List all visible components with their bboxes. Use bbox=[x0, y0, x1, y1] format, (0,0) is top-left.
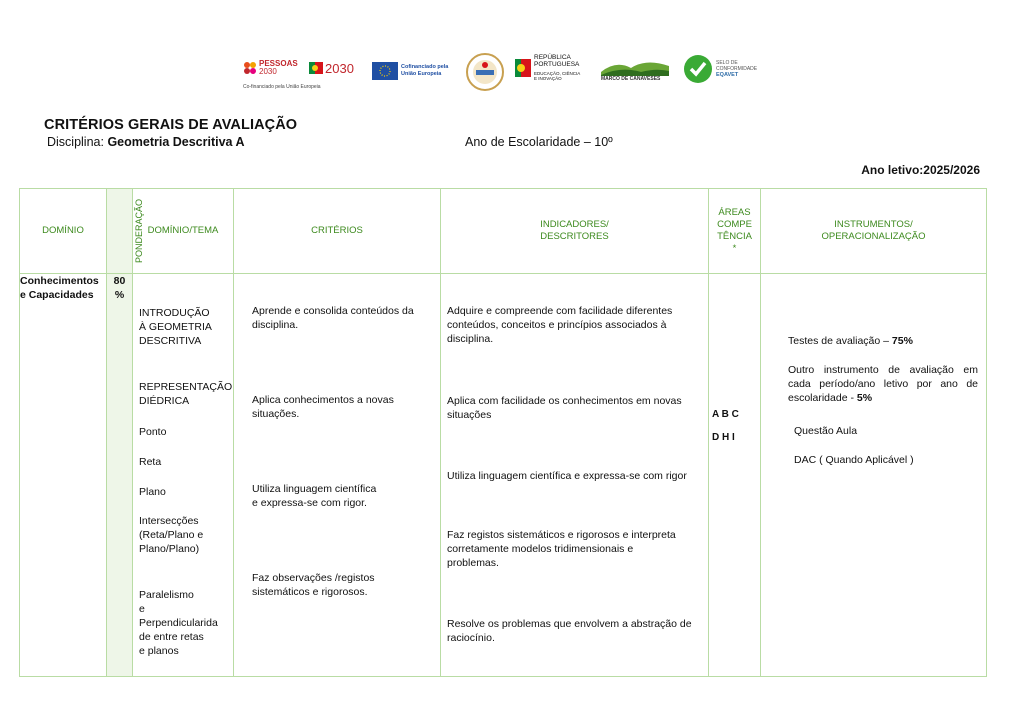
subject-line bbox=[47, 135, 245, 149]
pessoas-text: PESSOAS bbox=[259, 59, 298, 68]
eqavet-text-3: EQAVET bbox=[716, 71, 739, 78]
criteria-table bbox=[19, 188, 987, 677]
check-icon bbox=[683, 54, 713, 84]
marco-canaveses-logo bbox=[601, 56, 669, 82]
criterio-1: Aprende e consolida conteúdos da disciplina. bbox=[252, 305, 414, 331]
indicador-2: Aplica com facilidade os conhecimentos em novas situações bbox=[447, 395, 682, 421]
badge-icon bbox=[465, 52, 505, 92]
republica-text-1: REPÚBLICA bbox=[534, 54, 571, 61]
instrumento-dac: DAC ( Quando Aplicável ) bbox=[794, 454, 914, 466]
col-tema: DOMÍNIO/TEMA bbox=[133, 189, 234, 274]
tema-representacao: REPRESENTAÇÃO DIÉDRICA bbox=[139, 381, 233, 407]
hills-icon bbox=[601, 56, 669, 76]
republica-text-4: E INOVAÇÃO bbox=[534, 76, 562, 81]
pessoas-icon bbox=[243, 61, 257, 75]
republica-text-3: EDUCAÇÃO, CIÊNCIA bbox=[534, 71, 581, 76]
school-badge-logo bbox=[465, 52, 505, 92]
republica-text-2: PORTUGUESA bbox=[534, 61, 580, 68]
subject-value: Geometria Descritiva A bbox=[107, 135, 245, 149]
pessoas-year: 2030 bbox=[259, 67, 277, 76]
areas-cell bbox=[709, 274, 761, 677]
school-grade: Ano de Escolaridade – 10º bbox=[465, 135, 613, 149]
eu-flag-icon bbox=[372, 62, 398, 80]
indicador-5: Resolve os problemas que envolvem a abstração de raciocínio. bbox=[447, 618, 692, 644]
instrumento-questao-aula: Questão Aula bbox=[794, 425, 858, 437]
table-row bbox=[20, 274, 987, 677]
portugal-2030-logo bbox=[309, 60, 354, 76]
col-instrumentos: INSTRUMENTOS/ OPERACIONALIZAÇÃO bbox=[761, 189, 987, 274]
eqavet-text-2: CONFORMIDADE bbox=[716, 65, 758, 72]
col-criterios: CRITÉRIOS bbox=[234, 189, 441, 274]
instrumentos-cell bbox=[761, 274, 987, 677]
indicador-3: Utiliza linguagem científica e expressa-se com rigor bbox=[447, 470, 687, 482]
ponderacao-cell: 80 % bbox=[107, 274, 133, 677]
page-title: CRITÉRIOS GERAIS DE AVALIAÇÃO bbox=[44, 117, 298, 133]
tema-cell bbox=[133, 274, 234, 677]
eqavet-logo bbox=[683, 54, 757, 84]
subject-label: Disciplina: bbox=[47, 135, 108, 149]
eqavet-text-1: SELO DE bbox=[716, 59, 738, 66]
areas-1: A B C bbox=[712, 409, 739, 420]
criterio-4: Faz observações /registos sistemáticos e rigorosos. bbox=[252, 572, 375, 598]
dominio-cell: Conhecimentos e Capacidades bbox=[20, 274, 107, 677]
table-header-row bbox=[20, 189, 987, 274]
eu-text-2: União Europeia bbox=[401, 71, 442, 77]
indicadores-cell bbox=[441, 274, 709, 677]
tema-plano: Plano bbox=[139, 486, 166, 498]
portugal-year: 2030 bbox=[325, 60, 354, 76]
portugal-flag-icon bbox=[309, 60, 323, 76]
school-year: Ano letivo:2025/2026 bbox=[861, 163, 980, 177]
criterio-3: Utiliza linguagem científica e expressa-se com rigor. bbox=[252, 483, 377, 509]
indicador-1: Adquire e compreende com facilidade diferentes conteúdos, conceitos e princípios associados à disciplina. bbox=[447, 305, 673, 345]
tema-reta: Reta bbox=[139, 456, 162, 468]
col-dominio: DOMÍNIO bbox=[20, 189, 107, 274]
tema-interseccoes: Intersecções (Reta/Plano e Plano/Plano) bbox=[139, 515, 204, 555]
tema-paralelismo: Paralelismo e Perpendicularida de entre retas e planos bbox=[139, 589, 218, 657]
criterios-cell bbox=[234, 274, 441, 677]
republica-emblem-icon bbox=[515, 59, 531, 77]
logo-strip bbox=[243, 50, 773, 96]
indicador-4: Faz registos sistemáticos e rigorosos e interpreta corretamente modelos tridimensionais e problemas. bbox=[447, 529, 676, 569]
republica-portuguesa-logo bbox=[515, 54, 580, 81]
pessoas-caption: Co-financiado pela União Europeia bbox=[243, 84, 321, 90]
col-ponderacao: PONDERAÇÃO bbox=[107, 189, 133, 274]
eu-logo bbox=[372, 62, 448, 80]
pessoas-2030-logo bbox=[243, 60, 298, 76]
eu-text-1: Cofinanciado pela bbox=[401, 64, 449, 70]
col-areas: ÁREAS COMPE TÊNCIA * bbox=[709, 189, 761, 274]
tema-ponto: Ponto bbox=[139, 426, 167, 438]
marco-text: MARCO DE CANAVESES bbox=[601, 76, 661, 82]
instrumento-testes: Testes de avaliação – 75% bbox=[788, 335, 913, 347]
col-indicadores: INDICADORES/ DESCRITORES bbox=[441, 189, 709, 274]
areas-2: D H I bbox=[712, 432, 735, 443]
instrumento-outro: Outro instrumento de avaliação em cada período/ano letivo por ano de escolaridade - 5% bbox=[788, 364, 978, 404]
tema-introducao: INTRODUÇÃO À GEOMETRIA DESCRITIVA bbox=[139, 307, 212, 347]
criterio-2: Aplica conhecimentos a novas situações. bbox=[252, 394, 394, 420]
